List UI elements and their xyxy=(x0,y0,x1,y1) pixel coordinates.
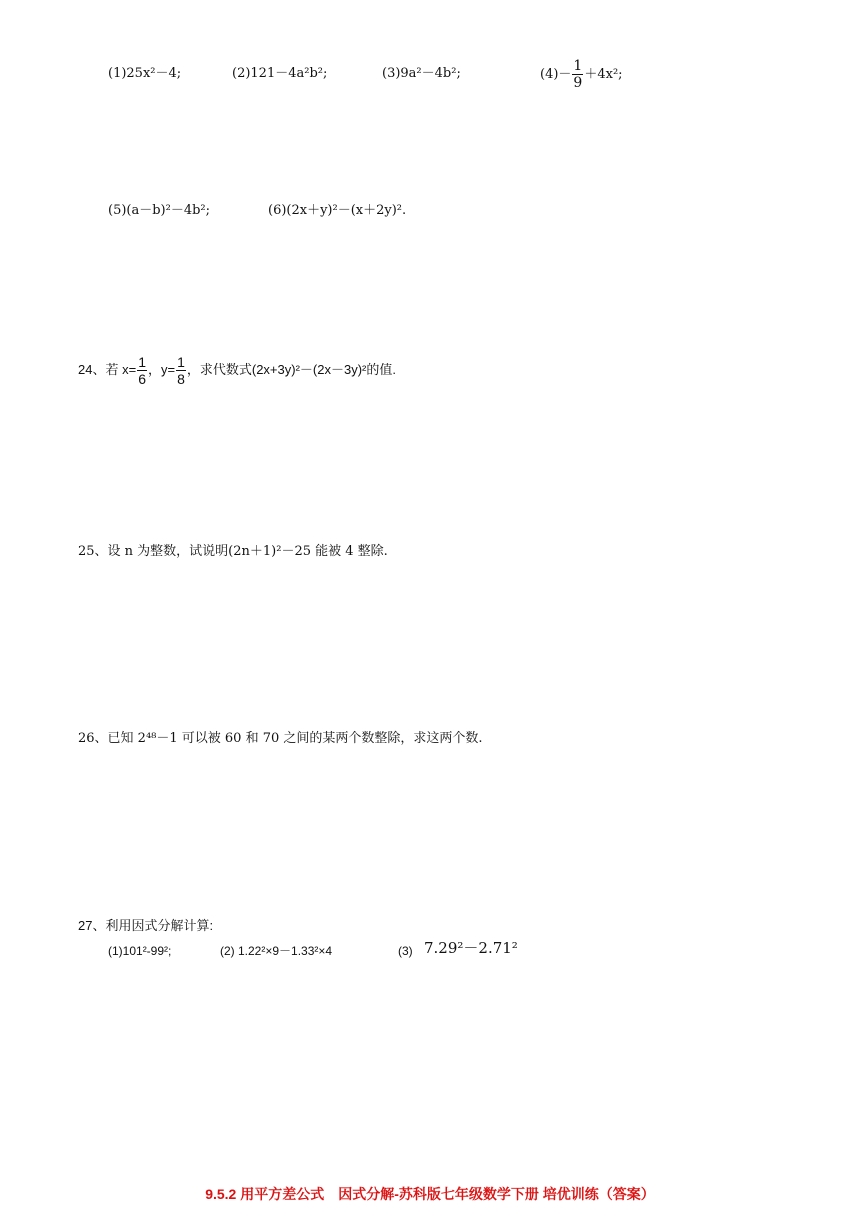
question-25-text: 25、设 n 为整数，试说明(2n＋1)²－25 能被 4 整除. xyxy=(78,544,388,559)
question-27-item-3-expression xyxy=(424,940,518,956)
fraction-numerator: 1 xyxy=(177,354,185,370)
question-27-title-text: 27、利用因式分解计算: xyxy=(78,918,214,933)
page-footer-title: 9.5.2 用平方差公式 因式分解-苏科版七年级数学下册 培优训练（答案） xyxy=(205,1186,655,1202)
fraction-denominator: 6 xyxy=(138,371,146,387)
question-24-mid: ，y= xyxy=(147,361,176,377)
fraction-numerator: 1 xyxy=(573,58,583,74)
question-27-item-3 xyxy=(398,943,413,959)
question-24-number: 24、 xyxy=(78,361,106,377)
question-26-text: 26、已知 2⁴⁸－1 可以被 60 和 70 之间的某两个数整除，求这两个数. xyxy=(78,731,483,746)
q23-item-6 xyxy=(268,203,406,219)
q23-item-5-text: (5)(a－b)²－4b²; xyxy=(108,203,211,218)
question-24-post: ，求代数式(2x+3y)²－(2x－3y)²的值. xyxy=(186,361,396,377)
question-24-y-fraction xyxy=(176,354,186,387)
question-27-item-3-label: (3) xyxy=(398,944,413,958)
fraction-numerator: 1 xyxy=(138,354,146,370)
fraction-denominator: 9 xyxy=(573,75,583,91)
question-27-title xyxy=(78,918,213,934)
q23-item-1 xyxy=(108,66,181,82)
q23-item-6-text: (6)(2x＋y)²－(x＋2y)². xyxy=(268,203,407,218)
q23-item-1-text: (1)25x²－4; xyxy=(108,66,182,81)
q23-item-4-suffix: ＋4x²; xyxy=(584,67,623,82)
question-27-item-1-text: (1)101²-99²; xyxy=(108,944,172,958)
q23-item-3 xyxy=(382,66,461,82)
q23-item-4-fraction xyxy=(572,58,583,91)
q23-item-2 xyxy=(232,66,327,82)
question-27-item-1 xyxy=(108,943,171,959)
question-26 xyxy=(78,731,483,747)
q23-item-4-prefix: (4)－ xyxy=(540,67,572,82)
question-25 xyxy=(78,544,388,560)
question-27-item-2-text: (2) 1.22²×9－1.33²×4 xyxy=(220,944,333,958)
question-24-pre: 若 x= xyxy=(105,361,137,377)
q23-item-5 xyxy=(108,203,210,219)
question-24 xyxy=(78,354,396,387)
fraction-denominator: 8 xyxy=(177,371,185,387)
question-27-item-3-expression-text: 7.29²－2.71² xyxy=(424,939,518,957)
q23-item-2-text: (2)121－4a²b²; xyxy=(232,66,328,81)
q23-item-3-text: (3)9a²－4b²; xyxy=(382,66,461,81)
question-24-x-fraction xyxy=(137,354,147,387)
q23-item-4 xyxy=(540,58,623,91)
question-27-item-2 xyxy=(220,943,332,959)
